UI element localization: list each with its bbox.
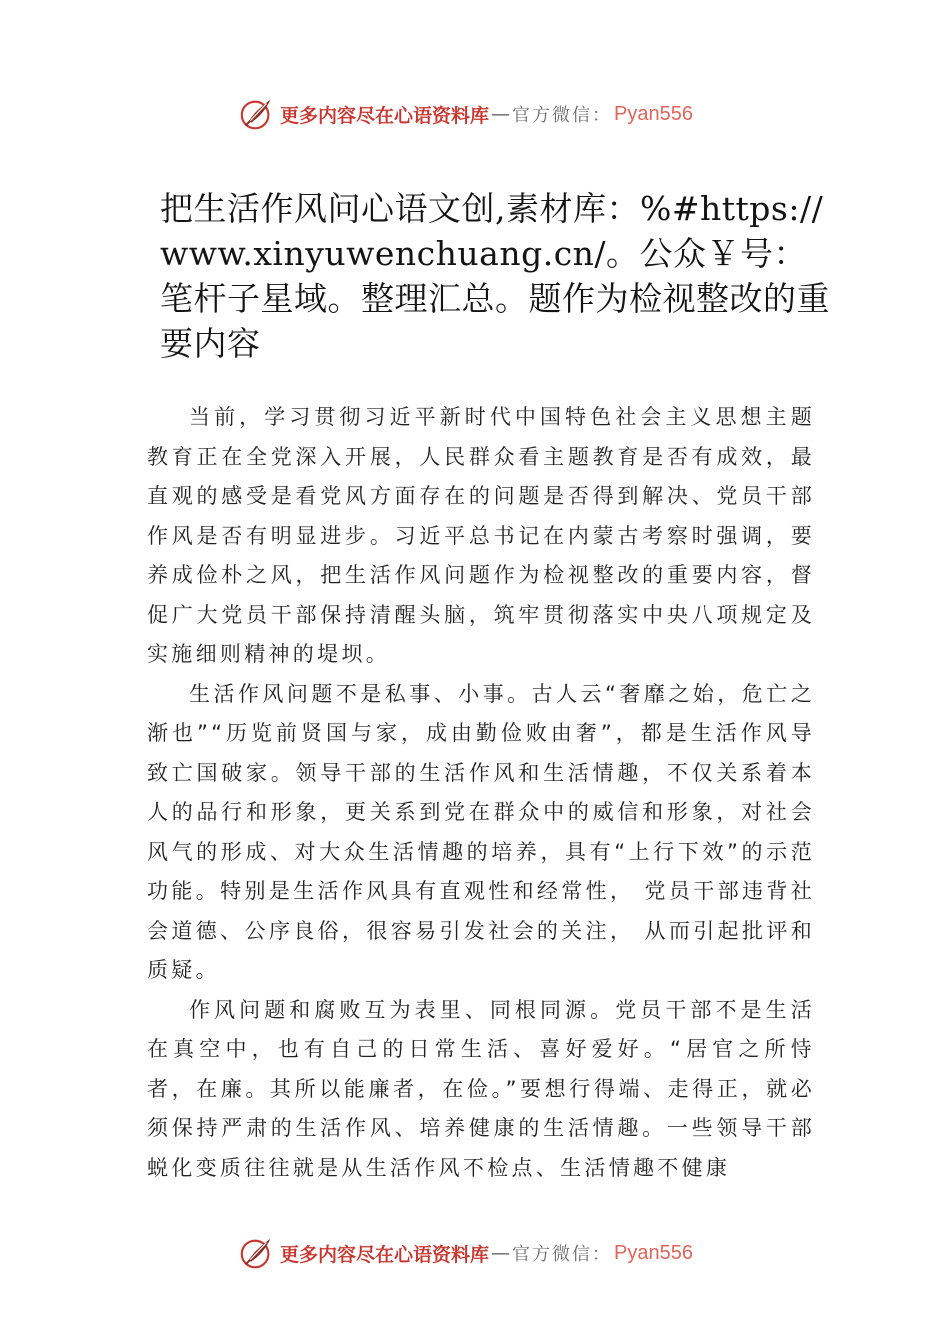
header-dash: — <box>491 103 511 125</box>
footer-wechat-id: Pyan556 <box>614 1241 693 1264</box>
header-wechat-id: Pyan556 <box>614 102 693 125</box>
document-title: 把生活作风问心语文创,素材库：%#https://www.xinyuwenchuang.cn/。公众￥号：笔杆子星域。整理汇总。题作为检视整改的重要内容 <box>160 189 830 363</box>
quill-logo-icon <box>238 95 276 133</box>
header-banner <box>238 94 758 134</box>
footer-brand: 更多内容尽在心语资料库 <box>280 1243 490 1266</box>
footer-banner <box>238 1233 758 1273</box>
footer-dash: — <box>491 1242 511 1264</box>
quill-logo-icon <box>238 1234 276 1272</box>
header-wechat-label: 官方微信： <box>512 105 613 126</box>
paragraph-2: 生活作风问题不是私事、小事。古人云“奢靡之始，危亡之渐也”“历览前贤国与家，成由勤俭败由奢”，都是生活作风导致亡国破家。领导干部的生活作风和生活情趣，不仅关系着本人的品行和形象，更关系到党在群众中的威信和形象，对社会风气的形成、对大众生活情趣的培养，具有“上行下效”的示范功能。特别是生活作风具有直观性和经常性， 党员干部违背社会道德、公序良俗，很容易引发社会的关注， 从而引起批评和质疑。 <box>147 681 815 982</box>
paragraph-1: 当前，学习贯彻习近平新时代中国特色社会主义思想主题教育正在全党深入开展，人民群众看主题教育是否有成效，最直观的感受是看党风方面存在的问题是否得到解决、党员干部作风是否有明显进步。习近平总书记在内蒙古考察时强调，要养成俭朴之风，把生活作风问题作为检视整改的重要内容，督促广大党员干部保持清醒头脑，筑牢贯彻落实中央八项规定及实施细则精神的堤坝。 <box>147 405 815 666</box>
footer-wechat-label: 官方微信： <box>512 1244 613 1265</box>
header-brand: 更多内容尽在心语资料库 <box>280 104 490 127</box>
paragraph-3: 作风问题和腐败互为表里、同根同源。党员干部不是生活在真空中，也有自己的日常生活、喜好爱好。“居官之所恃者，在廉。其所以能廉者，在俭。”要想行得端、走得正，就必须保持严肃的生活作风、培养健康的生活情趣。一些领导干部蜕化变质往往就是从生活作风不检点、生活情趣不健康 <box>147 997 815 1180</box>
document-body <box>147 398 815 1188</box>
